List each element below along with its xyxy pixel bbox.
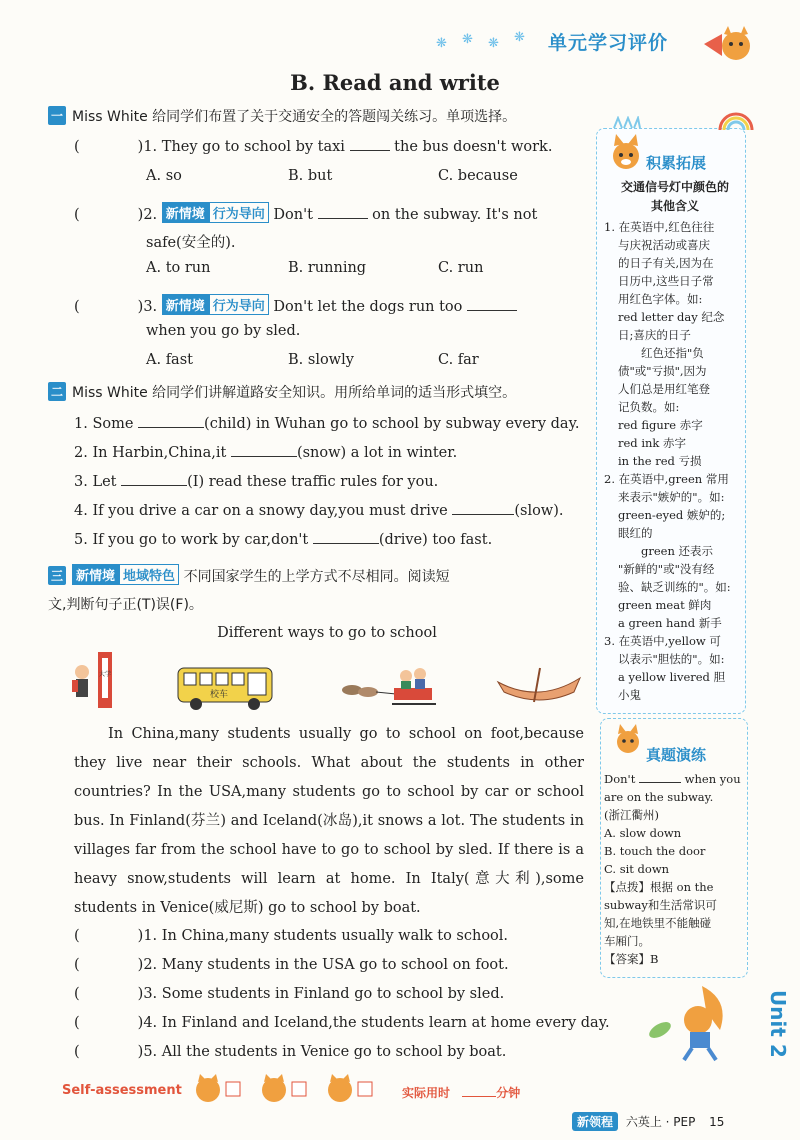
brand-label: 新领程: [572, 1112, 618, 1131]
question-text: They go to school by taxi: [161, 139, 345, 155]
rainbow-icon: [718, 112, 754, 132]
tag-behavior: 行为导向: [209, 202, 269, 223]
time-label: 实际用时: [402, 1086, 451, 1100]
question-1: [74, 138, 552, 155]
fill-blank[interactable]: [313, 531, 379, 544]
option-a[interactable]: A. to run: [146, 260, 211, 276]
item-text: 5. If you go to work by car,don't: [74, 532, 309, 548]
sidebar-line: 记负数。如:: [618, 400, 680, 414]
time-input[interactable]: [462, 1086, 496, 1097]
time-used: [402, 1084, 520, 1101]
part3-instruction: 不同国家学生的上学方式不尽相同。阅读短: [183, 569, 450, 585]
part2-heading: [48, 382, 516, 402]
question-text: the bus doesn't work.: [394, 139, 553, 155]
exam-tip: 车厢门。: [604, 934, 650, 948]
book-label: 六英上 · PEP: [625, 1115, 696, 1129]
exam-source: (浙江衢州): [604, 808, 659, 822]
statement-text: )1. In China,many students usually walk to school.: [137, 928, 509, 944]
statement: [74, 957, 509, 973]
sidebar-heading: 积累拓展: [646, 154, 707, 172]
statement: [74, 1015, 610, 1031]
question-text: on the subway. It's not: [372, 207, 538, 223]
fill-item: [74, 444, 457, 461]
sidebar-line: a green hand 新手: [618, 616, 722, 630]
fox-rating-icon[interactable]: [196, 1074, 240, 1102]
exam-text: when you: [684, 772, 741, 786]
question-number: )3.: [137, 299, 158, 315]
exam-answer: 【答案】B: [604, 952, 659, 966]
sidebar-line: 验、缺乏训练的"。如:: [618, 580, 731, 594]
fill-blank[interactable]: [138, 415, 204, 428]
item-text: (drive) too fast.: [378, 532, 493, 548]
sidebar-line: 3. 在英语中,yellow 可: [604, 634, 721, 648]
option-c[interactable]: C. because: [438, 168, 518, 184]
exam-option[interactable]: B. touch the door: [604, 844, 706, 858]
tag-new-context: 新情境: [162, 202, 209, 223]
passage-title: Different ways to go to school: [217, 625, 437, 641]
exam-tip: subway和生活常识可: [604, 898, 717, 912]
answer-paren[interactable]: (: [74, 1015, 80, 1031]
minutes-label: 分钟: [496, 1086, 521, 1100]
item-text: (snow) a lot in winter.: [296, 445, 458, 461]
sidebar-line: 以表示"胆怯的"。如:: [618, 652, 725, 666]
tag-new-context: 新情境: [72, 564, 119, 585]
sidebar-line: 人们总是用红笔登: [618, 382, 710, 396]
paw-icon: ❋: [514, 30, 525, 45]
sign-label: 大学: [98, 671, 112, 678]
answer-paren[interactable]: (: [74, 1044, 80, 1060]
exam-heading: 真题演练: [646, 746, 707, 764]
exam-text: are on the subway.: [604, 790, 714, 804]
sidebar-line: 1. 在英语中,红色往往: [604, 220, 715, 234]
school-gate-illustration: [70, 650, 130, 710]
question-text: Don't: [273, 207, 313, 223]
question-text: safe(安全的).: [146, 235, 236, 251]
exam-text: Don't: [604, 772, 636, 786]
paw-icon: ❋: [462, 32, 473, 47]
answer-paren[interactable]: (: [74, 139, 80, 155]
fox-mascot-icon: [608, 134, 644, 174]
part3-instruction-cont: 文,判断句子正(T)误(F)。: [48, 597, 203, 613]
statement: [74, 986, 504, 1002]
answer-paren[interactable]: (: [74, 928, 80, 944]
sidebar-line: 债"或"亏损",因为: [618, 364, 707, 378]
exam-tip: 【点拨】根据 on the: [604, 880, 714, 894]
part2-instruction: Miss White 给同学们讲解道路安全知识。用所给单词的适当形式填空。: [72, 385, 517, 401]
sidebar-line: 来表示"嫉妒的"。如:: [618, 490, 725, 504]
fill-blank[interactable]: [350, 138, 390, 151]
item-text: 3. Let: [74, 474, 117, 490]
paw-icon: ❋: [488, 36, 499, 51]
answer-paren[interactable]: (: [74, 986, 80, 1002]
leaf-decoration-icon: [612, 116, 642, 130]
fill-blank[interactable]: [318, 206, 368, 219]
statement-text: )5. All the students in Venice go to school by boat.: [137, 1044, 507, 1060]
sidebar-line: 用红色字体。如:: [618, 292, 703, 306]
school-bus-illustration: [176, 664, 276, 712]
sidebar-line: 小鬼: [618, 688, 641, 702]
option-a[interactable]: A. so: [146, 168, 182, 184]
page-title: B. Read and write: [290, 70, 500, 95]
option-a[interactable]: A. fast: [146, 352, 193, 368]
header-decoration: [436, 30, 556, 54]
sidebar-line: green 还表示: [618, 544, 714, 558]
sidebar-line: red ink 赤字: [618, 436, 687, 450]
item-text: 4. If you drive a car on a snowy day,you must drive: [74, 503, 448, 519]
part1-instruction: Miss White 给同学们布置了关于交通安全的答题闯关练习。单项选择。: [72, 109, 517, 125]
question-number: )2.: [137, 207, 158, 223]
item-text: (slow).: [514, 503, 564, 519]
sidebar-line: a yellow livered 胆: [618, 670, 726, 684]
option-b[interactable]: B. slowly: [288, 352, 354, 368]
passage-text: In China,many students usually go to school on foot,because they live near their schools. What about the students in other countries? In the USA,many students go to school by car or school bus. In Finland(芬兰) and Iceland(冰岛),it snows a lot. The students in villages far from the school have to go to school by sled. If there is a heavy snow,students will learn at home. In Italy(意大利),some students in Venice(威尼斯) go to school by boat.: [74, 726, 584, 916]
exam-question: [604, 770, 744, 788]
item-text: 1. Some: [74, 416, 134, 432]
sidebar-body: [604, 218, 744, 704]
sidebar-line: 红色还指"负: [618, 346, 704, 360]
boat-illustration: [494, 664, 584, 708]
fill-blank[interactable]: [452, 502, 514, 515]
rating-foxes: [194, 1074, 394, 1106]
unit-label: Unit 2: [766, 990, 790, 1058]
fill-blank[interactable]: [121, 473, 187, 486]
section-badge: 三: [48, 566, 66, 585]
fill-blank[interactable]: [467, 298, 517, 311]
sidebar-line: red letter day 纪念: [618, 310, 725, 324]
sidebar-line: "新鲜的"或"没有经: [618, 562, 715, 576]
sidebar-subtitle: 交通信号灯中颜色的其他含义: [620, 180, 729, 213]
statement: [74, 1044, 506, 1060]
exam-option[interactable]: A. slow down: [604, 826, 682, 840]
self-assessment-label: Self-assessment: [62, 1083, 182, 1098]
megaphone-fox-icon: [700, 24, 760, 64]
question-text: when you go by sled.: [146, 323, 301, 339]
exam-option[interactable]: C. sit down: [604, 862, 670, 876]
fox-mascot-icon: [612, 722, 644, 758]
fox-rating-icon[interactable]: [262, 1074, 306, 1102]
statement-text: )3. Some students in Finland go to school by sled.: [137, 986, 505, 1002]
option-b[interactable]: B. but: [288, 168, 333, 184]
footer-bar: [572, 1112, 762, 1136]
tag-region: 地域特色: [119, 564, 179, 585]
sidebar-line: green-eyed 嫉妒的;: [618, 508, 726, 522]
exam-body: [604, 770, 744, 968]
answer-paren[interactable]: (: [74, 299, 80, 315]
running-fox-illustration: [642, 980, 742, 1064]
section-badge: 一: [48, 106, 66, 125]
option-c[interactable]: C. run: [438, 260, 484, 276]
page-number: 15: [709, 1115, 725, 1129]
part3-heading: [48, 564, 450, 586]
tag-new-context: 新情境: [162, 294, 209, 315]
fill-item: [74, 531, 492, 548]
sidebar-line: 与庆祝活动或喜庆: [618, 238, 710, 252]
fox-rating-icon[interactable]: [328, 1074, 372, 1102]
answer-paren[interactable]: (: [74, 957, 80, 973]
bus-label: 校车: [210, 690, 229, 700]
question-number: )1.: [137, 139, 158, 155]
tag-behavior: 行为导向: [209, 294, 269, 315]
sidebar-line: in the red 亏损: [618, 454, 702, 468]
sidebar-line: 的日子有关,因为在: [618, 256, 714, 270]
header-title: 单元学习评价: [548, 32, 669, 54]
option-c[interactable]: C. far: [438, 352, 479, 368]
sidebar-line: 眼红的: [618, 526, 653, 540]
sidebar-line: 2. 在英语中,green 常用: [604, 472, 729, 486]
sidebar-line: red figure 赤字: [618, 418, 703, 432]
fill-item: [74, 502, 564, 519]
option-b[interactable]: B. running: [288, 260, 367, 276]
part1-heading: [48, 106, 516, 126]
sidebar-line: green meat 鲜肉: [618, 598, 712, 612]
statement-text: )4. In Finland and Iceland,the students learn at home every day.: [137, 1015, 610, 1031]
statement-text: )2. Many students in the USA go to school on foot.: [137, 957, 509, 973]
dog-sled-illustration: [338, 662, 438, 712]
fill-blank[interactable]: [231, 444, 297, 457]
reading-passage: [74, 720, 584, 923]
item-text: (I) read these traffic rules for you.: [187, 474, 439, 490]
answer-paren[interactable]: (: [74, 207, 80, 223]
fill-item: [74, 473, 438, 490]
statement: [74, 928, 508, 944]
item-text: (child) in Wuhan go to school by subway every day.: [204, 416, 580, 432]
sidebar-line: 日;喜庆的日子: [618, 328, 691, 342]
question-2: [74, 202, 537, 223]
exam-tip: 知,在地铁里不能触碰: [604, 916, 712, 930]
section-badge: 二: [48, 382, 66, 401]
fill-item: [74, 415, 579, 432]
item-text: 2. In Harbin,China,it: [74, 445, 227, 461]
paw-icon: ❋: [436, 36, 447, 51]
fill-blank[interactable]: [639, 772, 681, 783]
question-3: [74, 294, 517, 315]
sidebar-line: 日历中,这些日子常: [618, 274, 714, 288]
question-text: Don't let the dogs run too: [273, 299, 463, 315]
